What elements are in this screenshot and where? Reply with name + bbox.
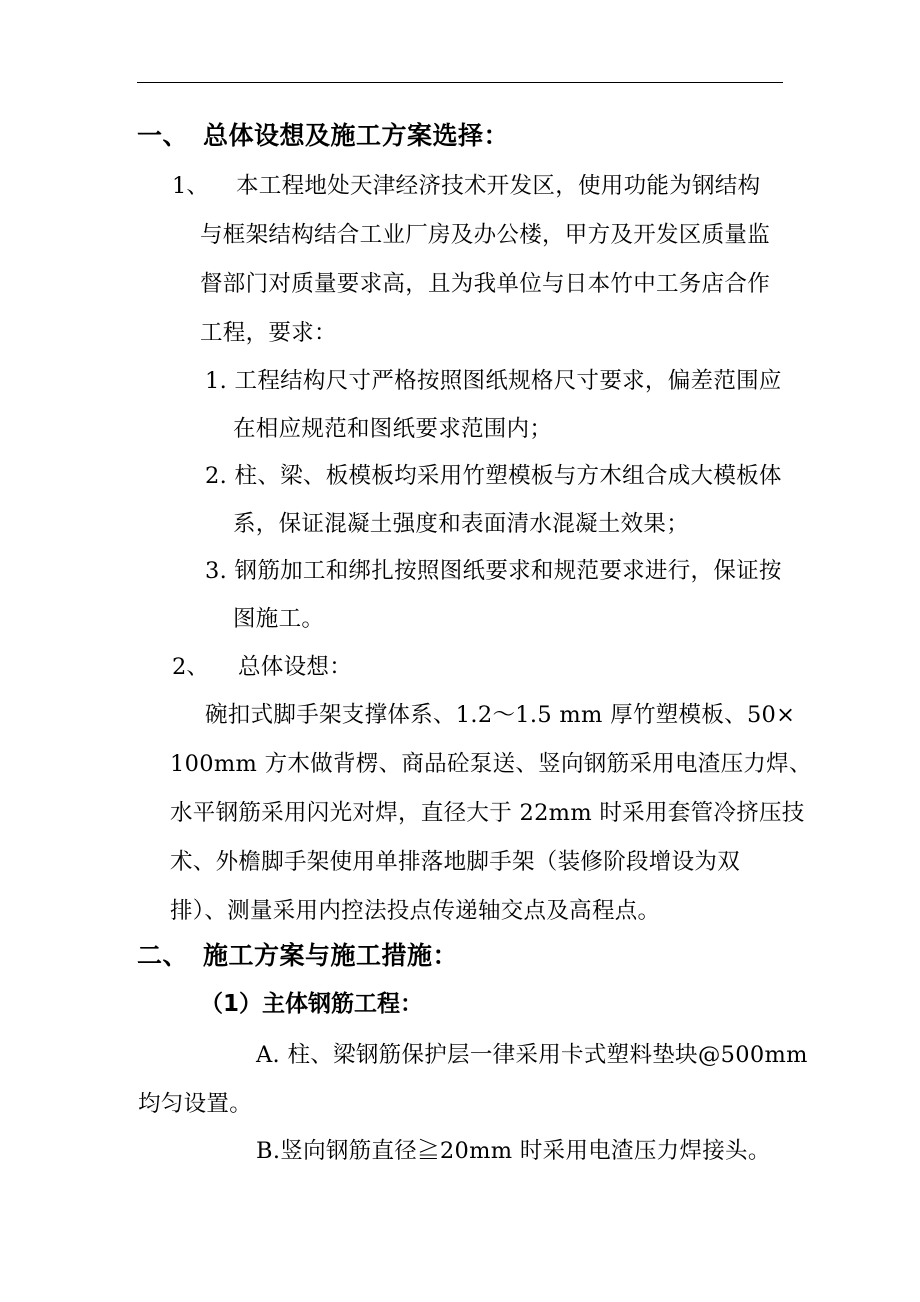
section-2-number: 二、 (137, 941, 189, 970)
item-1-line-2: 与框架结构结合工业厂房及办公楼，甲方及开发区质量监 (200, 222, 771, 248)
section-1-title: 总体设想及施工方案选择： (203, 121, 510, 150)
item-2-line-3: 水平钢筋采用闪光对焊，直径大于 22mm 时采用套管冷挤压技 (170, 800, 805, 826)
item-2-line-1: 碗扣式脚手架支撑体系、1.2～1.5 mm 厚竹塑模板、50× (205, 702, 796, 728)
item-2-line-4: 术、外檐脚手架使用单排落地脚手架（装修阶段增设为双 (170, 849, 741, 875)
item-1-line-4: 工程，要求： (200, 320, 337, 346)
requirement-3-line-2: 图施工。 (233, 606, 325, 632)
requirement-3-line-1: 3. 钢筋加工和绑扎按照图纸要求和规范要求进行，保证按 (205, 558, 782, 584)
requirement-1-line-1: 1. 工程结构尺寸严格按照图纸规格尺寸要求，偏差范围应 (205, 368, 782, 394)
item-2-line-5: 排）、测量采用内控法投点传递轴交点及高程点。 (170, 898, 661, 924)
item-2-number: 2、 (172, 654, 209, 680)
item-2-title: 总体设想： (238, 654, 353, 680)
requirement-2-line-1: 2. 柱、梁、板模板均采用竹塑模板与方木组合成大模板体 (205, 463, 782, 489)
header-rule (137, 82, 783, 83)
item-b-line-1: B.竖向钢筋直径≧20mm 时采用电渣压力焊接头。 (256, 1138, 771, 1164)
item-1-line-3: 督部门对质量要求高，且为我单位与日本竹中工务店合作 (200, 271, 771, 297)
item-a-line-1: A. 柱、梁钢筋保护层一律采用卡式塑料垫块@500mm (256, 1042, 808, 1068)
subsection-1-title: （1）主体钢筋工程： (200, 991, 424, 1017)
item-a-line-2: 均匀设置。 (138, 1091, 253, 1117)
item-1-number: 1、 (172, 173, 209, 199)
item-1-line-1: 本工程地处天津经济技术开发区，使用功能为钢结构 (236, 173, 761, 199)
item-2-line-2: 100mm 方木做背楞、商品砼泵送、竖向钢筋采用电渣压力焊、 (170, 751, 812, 777)
section-1-number: 一、 (137, 121, 189, 150)
requirement-1-line-2: 在相应规范和图纸要求范围内； (233, 416, 553, 442)
requirement-2-line-2: 系，保证混凝土强度和表面清水混凝土效果； (233, 511, 690, 537)
section-2-title: 施工方案与施工措施： (203, 941, 459, 970)
